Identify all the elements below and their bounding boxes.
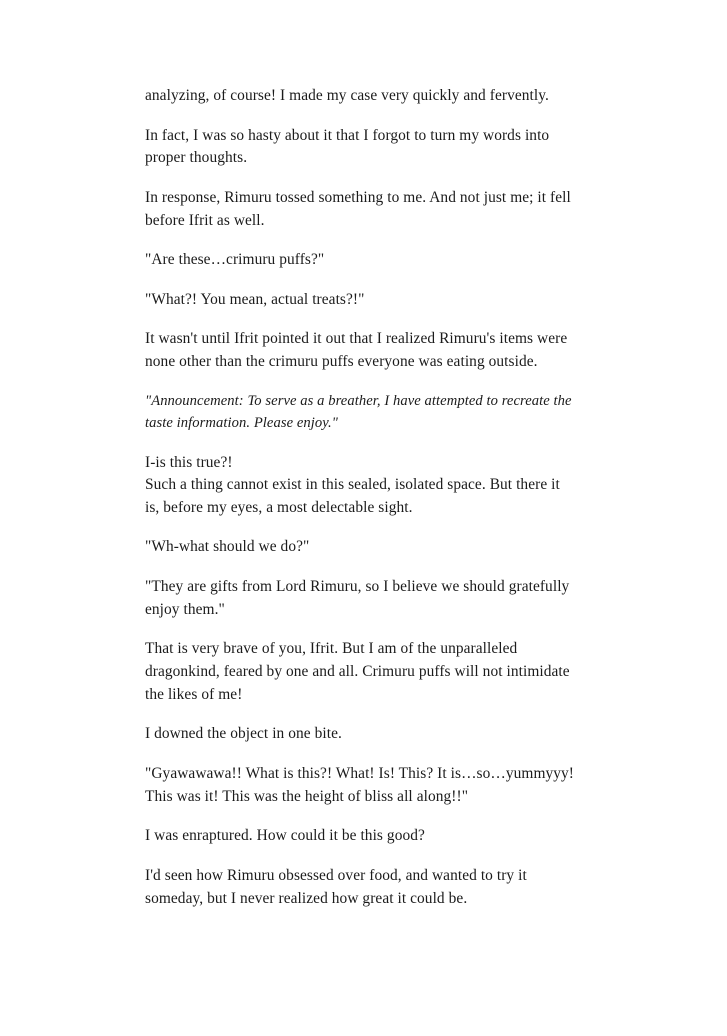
paragraph-dialogue: "Gyawawawa!! What is this?! What! Is! This? It is…so…yummyyy! This was it! This was the height of bliss all along!!": [145, 764, 575, 805]
paragraph: It wasn't until Ifrit pointed it out that I realized Rimuru's items were none other than the crimuru puffs everyone was eating outside.: [145, 330, 568, 371]
paragraph-dialogue: "Wh-what should we do?": [145, 538, 310, 556]
paragraph-line: I-is this true?!: [145, 453, 233, 471]
paragraph: That is very brave of you, Ifrit. But I am of the unparalleled dragonkind, feared by one and all. Crimuru puffs will not intimidate the likes of me!: [145, 640, 570, 703]
paragraph-multiline: [145, 452, 577, 520]
paragraph: I downed the object in one bite.: [145, 725, 342, 743]
paragraph-announcement: "Announcement: To serve as a breather, I have attempted to recreate the taste information. Please enjoy.": [145, 392, 572, 431]
paragraph: I'd seen how Rimuru obsessed over food, and wanted to try it someday, but I never realized how great it could be.: [145, 866, 527, 907]
paragraph: I was enraptured. How could it be this good?: [145, 827, 425, 845]
paragraph: analyzing, of course! I made my case very quickly and fervently.: [145, 87, 549, 104]
paragraph: In fact, I was so hasty about it that I forgot to turn my words into proper thoughts.: [145, 126, 550, 167]
paragraph-dialogue: "What?! You mean, actual treats?!": [145, 290, 365, 308]
paragraph-line: Such a thing cannot exist in this sealed, isolated space. But there it is, before my eyes, a most delectable sight.: [145, 476, 560, 516]
paragraph: In response, Rimuru tossed something to me. And not just me; it fell before Ifrit as well.: [145, 188, 571, 229]
paragraph-dialogue: "Are these…crimuru puffs?": [145, 251, 325, 269]
paragraph-dialogue: "They are gifts from Lord Rimuru, so I believe we should gratefully enjoy them.": [145, 578, 570, 618]
body-text-column: [145, 85, 577, 910]
